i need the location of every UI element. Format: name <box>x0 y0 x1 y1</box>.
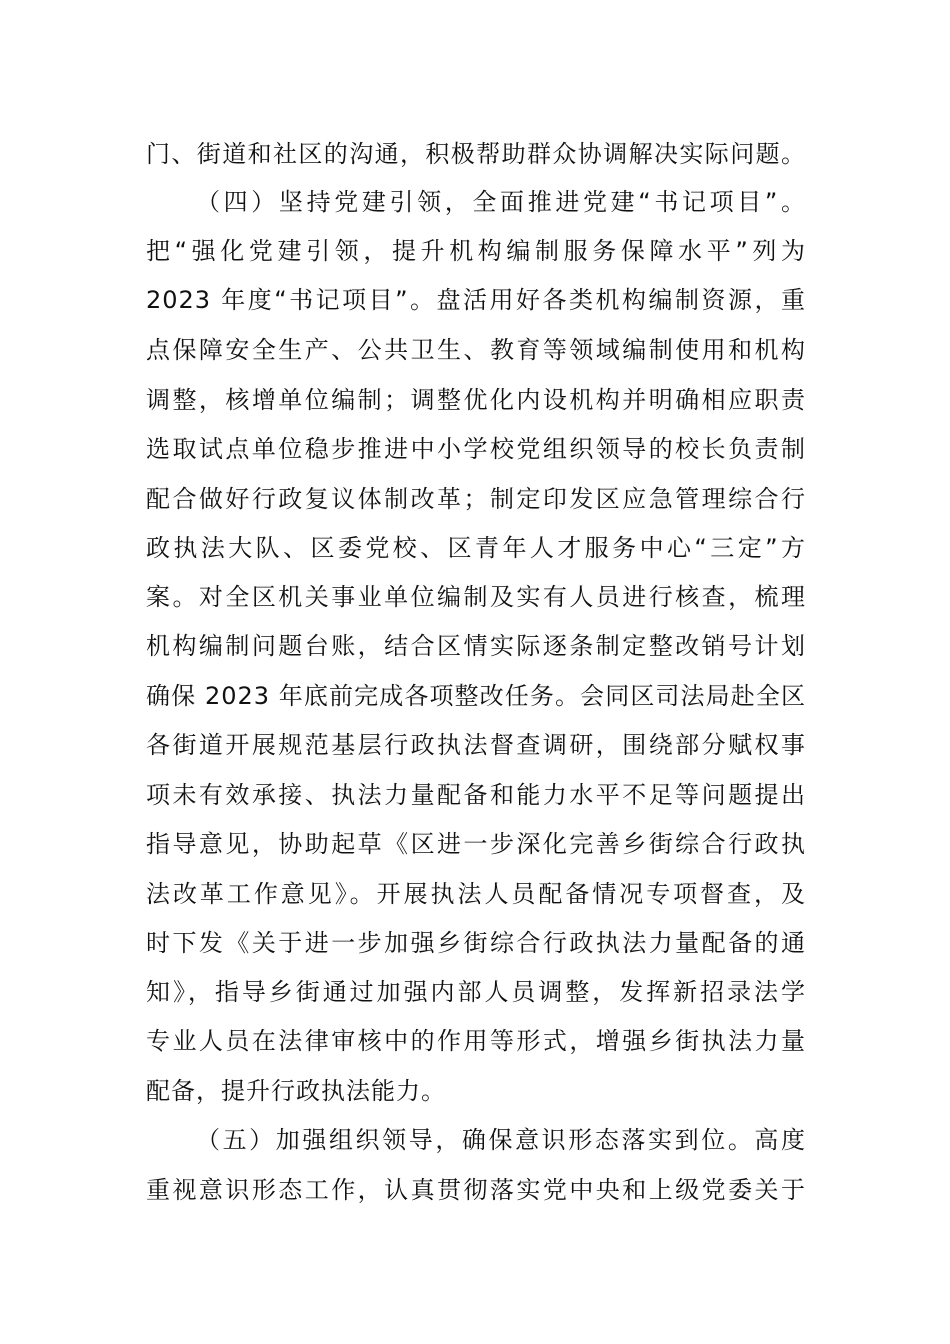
text-line: 配合做好行政复议体制改革；制定印发区应急管理综合行 <box>146 485 806 513</box>
text-line: 法改革工作意见》。开展执法人员配备情况专项督查，及 <box>146 880 806 908</box>
text-line: 确保 2023 年底前完成各项整改任务。会同区司法局赴全区 <box>146 682 806 710</box>
text-line: 知》，指导乡街通过加强内部人员调整，发挥新招录法学 <box>146 978 806 1006</box>
text-line: 政执法大队、区委党校、区青年人才服务中心“三定”方 <box>146 534 806 562</box>
text-line: 各街道开展规范基层行政执法督查调研，围绕部分赋权事 <box>146 731 806 759</box>
section-heading-4: （四）坚持党建引领，全面推进党建“书记项目”。 <box>196 188 806 216</box>
text-line: 2023 年度“书记项目”。盘活用好各类机构编制资源，重 <box>146 286 806 314</box>
text-line: 时下发《关于进一步加强乡街综合行政执法力量配备的通 <box>146 929 806 957</box>
text-line: 配备，提升行政执法能力。 <box>146 1077 446 1105</box>
text-line: 专业人员在法律审核中的作用等形式，增强乡街执法力量 <box>146 1027 806 1055</box>
text-line: 案。对全区机关事业单位编制及实有人员进行核查，梳理 <box>146 583 806 611</box>
text-line: 选取试点单位稳步推进中小学校党组织领导的校长负责制 <box>146 435 806 463</box>
text-line: 重视意识形态工作，认真贯彻落实党中央和上级党委关于 <box>146 1176 806 1204</box>
text-line: 项未有效承接、执法力量配备和能力水平不足等问题提出 <box>146 781 806 809</box>
text-line: 点保障安全生产、公共卫生、教育等领域编制使用和机构 <box>146 336 806 364</box>
text-line: 调整，核增单位编制；调整优化内设机构并明确相应职责 <box>146 386 806 414</box>
text-line: 门、街道和社区的沟通，积极帮助群众协调解决实际问题。 <box>146 140 806 168</box>
text-line: 指导意见，协助起草《区进一步深化完善乡街综合行政执 <box>146 830 806 858</box>
text-line: 机构编制问题台账，结合区情实际逐条制定整改销号计划 <box>146 632 806 660</box>
text-line: 把“强化党建引领，提升机构编制服务保障水平”列为 <box>146 237 806 265</box>
section-heading-5: （五）加强组织领导，确保意识形态落实到位。高度 <box>196 1126 806 1154</box>
